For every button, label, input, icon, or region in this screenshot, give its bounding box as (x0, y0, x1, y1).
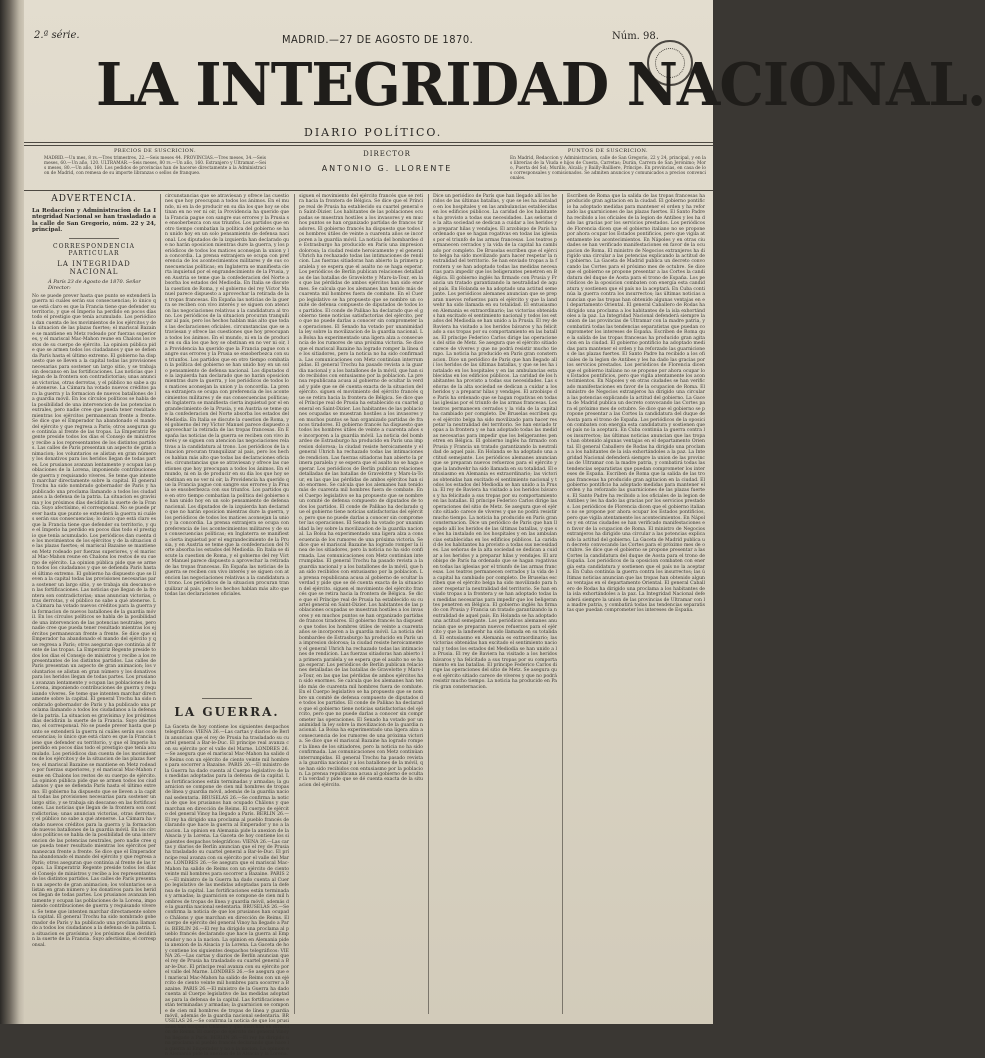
la-guerra-heading: LA GUERRA. (174, 705, 280, 719)
correspondence-subheading: LA INTEGRIDAD NACIONAL (57, 259, 131, 276)
subscription-points-heading: PUNTOS DE SUSCRICION. (567, 148, 649, 154)
edition-series: 2.ª série. (34, 30, 80, 41)
column-2-text: circunstancias que se atraviesan y ofrece las cuestiones que hoy preocupan a todos los ánimos. En el mundo, ni en la de producir en su dia los que hoy se obstinan en no ver ni oir, la Providencia ha querido que la Francia pague con sangre sus errores y la Prusia se ensoberbezca con sus triunfos. Los partidos que en otro tiempo combatían la política del gobierno se han unido hoy en un solo pensamiento de defensa nacional. Los diputados de la izquierda han declarado que no harán oposicion mientras dure la guerra, y los periódicos de todos los matices aconsejan la union y la concordia. La prensa extranjera se ocupa con preferencia de los acontecimientos militares y de sus consecuencias políticas; en Inglaterra se manifiesta cierta inquietud por el engrandecimiento de la Prusia, y en Austria se teme que la confederacion del Norte absorba los estados del Mediodía. En Italia se discute la cuestion de Roma, y el gobierno del rey Víctor Manuel parece dispuesto a aprovechar la retirada de las tropas francesas. En España las noticias de la guerra se reciben con vivo interés y se siguen con atencion las negociaciones relativas a la candidatura al trono. Los periódicos de la situacion procuran tranquilizar al país, pero los hechos hablan más alto que todas las declaraciones oficiales. circunstancias que se atraviesan y ofrece las cuestiones que hoy preocupan a todos los ánimos. En el mundo, ni en la de producir en su dia los que hoy se obstinan en no ver ni oir, la Providencia ha querido que la Francia pague con sangre sus errores y la Prusia se ensoberbezca con sus triunfos. Los partidos que en otro tiempo combatían la política del gobierno se han unido hoy en un solo pensamiento de defensa nacional. Los diputados de la izquierda han declarado que no harán oposicion mientras dure la guerra, y los periódicos de todos los matices aconsejan la union y la concordia. La prensa extranjera se ocupa con preferencia de los acontecimientos militares y de sus consecuencias políticas; en Inglaterra se manifiesta cierta inquietud por el engrandecimiento de la Prusia, y en Austria se teme que la confederacion del Norte absorba los estados del Mediodía. En Italia se discute la cuestion de Roma, y el gobierno del rey Víctor Manuel parece dispuesto a aprovechar la retirada de las tropas francesas. En España las noticias de la guerra se reciben con vivo interés y se siguen con atencion las negociaciones relativas a la candidatura al trono. Los periódicos de la situacion procuran tranquilizar al país, pero los hechos hablan más alto que todas las declaraciones oficiales. circunstancias que se atraviesan y ofrece las cuestiones que hoy preocupan a todos los ánimos. En el mundo, ni en la de producir en su dia los que hoy se obstinan en no ver ni oir, la Providencia ha querido que la Francia pague con sangre sus errores y la Prusia se ensoberbezca con sus triunfos. Los partidos que en otro tiempo combatían la política del gobierno se han unido hoy en un solo pensamiento de defensa nacional. Los diputados de la izquierda han declarado que no harán oposicion mientras dure la guerra, y los periódicos de todos los matices aconsejan la union y la concordia. La prensa extranjera se ocupa con preferencia de los acontecimientos militares y de sus consecuencias políticas; en Inglaterra se manifiesta cierta inquietud por el engrandecimiento de la Prusia, y en Austria se teme que la confederacion del Norte absorba los estados del Mediodía. En Italia se discute la cuestion de Roma, y el gobierno del rey Víctor Manuel parece dispuesto a aprovechar la retirada de las tropas francesas. En España las noticias de la guerra se reciben con vivo interés y se siguen con atencion las negociaciones relativas a la candidatura al trono. Los periódicos de la situacion procuran tranquilizar al país, pero los hechos hablan más alto que todas las declaraciones oficiales. (165, 194, 289, 598)
newspaper-title: LA INTEGRIDAD NACIONAL. (96, 50, 985, 120)
director-label: DIRECTOR (363, 150, 411, 158)
column-3 (299, 194, 423, 1014)
columns-top-rule (24, 190, 713, 191)
newspaper-subtitle: DIARIO POLÍTICO. (304, 126, 443, 139)
advertencia-text: La Redaccion y Administracion de La Integridad Nacional se han trasladado a la calle de San Gregorio, núm. 22 y 24, principal. (32, 208, 156, 234)
column-2 (165, 194, 289, 1058)
dateline: MADRID.—27 DE AGOSTO DE 1870. (282, 33, 474, 46)
subscription-prices-block (44, 148, 266, 188)
issue-number: Núm. 98. (612, 31, 659, 42)
facing-page-edge (8, 95, 22, 1015)
subscription-points-block (510, 148, 706, 188)
header-rule (24, 142, 713, 143)
la-guerra-text: La Gaceta de hoy contiene los siguientes despachos telegráficos: VIENA 26.—Las cartas y diarios de Berlín anuncian que el rey de Prusia ha trasladado su cuartel general a Bar-le-Duc. El príncipe real avanza con su ejército por el valle del Marne. LONDRES 26.—Se asegura que el mariscal Mac-Mahon ha salido de Reims con un ejército de ciento veinte mil hombres para socorrer a Bazaine. PARIS 26.—El ministro de la Guerra ha dado cuenta al Cuerpo legislativo de las medidas adoptadas para la defensa de la capital. Las fortificaciones están terminadas y armadas; la guarnicion se compone de cien mil hombres de tropas de línea y guardia móvil, además de la guardia nacional sedentaria. BRUSELAS 26.—Se confirma la noticia de que los prusianos han ocupado Châlons y que marchan en dirección de Reims. El cuerpo de ejército del general Vinoy ha llegado a París. BERLIN 26.—El rey ha dirigido una proclama al pueblo francés declarando que hace la guerra al Emperador y no a la nacion. La opinion en Alemania pide la anexion de la Alsacia y la Lorena. La Gaceta de hoy contiene los siguientes despachos telegráficos: VIENA 26.—Las cartas y diarios de Berlín anuncian que el rey de Prusia ha trasladado su cuartel general a Bar-le-Duc. El príncipe real avanza con su ejército por el valle del Marne. LONDRES 26.—Se asegura que el mariscal Mac-Mahon ha salido de Reims con un ejército de ciento veinte mil hombres para socorrer a Bazaine. PARIS 26.—El ministro de la Guerra ha dado cuenta al Cuerpo legislativo de las medidas adoptadas para la defensa de la capital. Las fortificaciones están terminadas y armadas; la guarnicion se compone de cien mil hombres de tropas de línea y guardia móvil, además de la guardia nacional sedentaria. BRUSELAS 26.—Se confirma la noticia de que los prusianos han ocupado Châlons y que marchan en dirección de Reims. El cuerpo de ejército del general Vinoy ha llegado a París. BERLIN 26.—El rey ha dirigido una proclama al pueblo francés declarando que hace la guerra al Emperador y no a la nacion. La opinion en Alemania pide la anexion de la Alsacia y la Lorena. La Gaceta de hoy contiene los siguientes despachos telegráficos: VIENA 26.—Las cartas y diarios de Berlín anuncian que el rey de Prusia ha trasladado su cuartel general a Bar-le-Duc. El príncipe real avanza con su ejército por el valle del Marne. LONDRES 26.—Se asegura que el mariscal Mac-Mahon ha salido de Reims con un ejército de ciento veinte mil hombres para socorrer a Bazaine. PARIS 26.—El ministro de la Guerra ha dado cuenta al Cuerpo legislativo de las medidas adoptadas para la defensa de la capital. Las fortificaciones están terminadas y armadas; la guarnicion se compone de cien mil hombres de tropas de línea y guardia móvil, además de la guardia nacional sedentaria. BRUSELAS 26.—Se confirma la noticia de que los prusianos han ocupado Châlons y que marchan en dirección de Reims. El cuerpo de ejército del general Vinoy ha llegado a París. BERLIN 26.—El rey ha dirigido una proclama al pueblo francés declarando que hace la guerra al Emperador y no a la nacion. La opinion en Alemania pide la anexion de la Alsacia y la Lorena. (165, 725, 289, 1058)
correspondence-dateline: Á París 23 de Agosto de 1870. Señor Director: (48, 278, 141, 291)
column-4-text: Dice un periódico de París que han llegado allí los heridos de las últimas batallas, y que se les ha instalado en los hospitales y en las ambulancias establecidas en los edificios públicos. La caridad de los habitantes ha provisto a todas sus necesidades. Las señoras de la alta sociedad se dedican a cuidar a los heridos y a preparar hilas y vendajes. El arzobispo de París ha ordenado que se hagan rogativas en todas las iglesias por el triunfo de las armas francesas. Los teatros permanecen cerrados y la vida de la capital ha cambiado por completo. De Bruselas escriben que el ejército belga ha sido movilizado para hacer respetar la neutralidad del territorio. Se han enviado tropas a la frontera y se han adoptado todas las medidas necesarias para impedir que los beligerantes penetren en Bélgica. El gobierno inglés ha firmado con Prusia y Francia un tratado garantizando la neutralidad de aquel país. En Holanda se ha adoptado una actitud semejante. Los periódicos alemanes anuncian que se preparan nuevos refuerzos para el ejército y que la landwehr ha sido llamada en su totalidad. El entusiasmo en Alemania es extraordinario; las victorias obtenidas han excitado el sentimiento nacional y todos los estados del Mediodía se han unido a la Prusia. El rey de Baviera ha visitado a los heridos bávaros y ha felicitado a sus tropas por su comportamiento en las batallas. El príncipe Federico Carlos dirige las operaciones del sitio de Metz. Se asegura que el ejército sitiado carece de víveres y que no podrá resistir mucho tiempo. La noticia ha producido en París gran consternacion. Dice un periódico de París que han llegado allí los heridos de las últimas batallas, y que se les ha instalado en los hospitales y en las ambulancias establecidas en los edificios públicos. La caridad de los habitantes ha provisto a todas sus necesidades. Las señoras de la alta sociedad se dedican a cuidar a los heridos y a preparar hilas y vendajes. El arzobispo de París ha ordenado que se hagan rogativas en todas las iglesias por el triunfo de las armas francesas. Los teatros permanecen cerrados y la vida de la capital ha cambiado por completo. De Bruselas escriben que el ejército belga ha sido movilizado para hacer respetar la neutralidad del territorio. Se han enviado tropas a la frontera y se han adoptado todas las medidas necesarias para impedir que los beligerantes penetren en Bélgica. El gobierno inglés ha firmado con Prusia y Francia un tratado garantizando la neutralidad de aquel país. En Holanda se ha adoptado una actitud semejante. Los periódicos alemanes anuncian que se preparan nuevos refuerzos para el ejército y que la landwehr ha sido llamada en su totalidad. El entusiasmo en Alemania es extraordinario; las victorias obtenidas han excitado el sentimiento nacional y todos los estados del Mediodía se han unido a la Prusia. El rey de Baviera ha visitado a los heridos bávaros y ha felicitado a sus tropas por su comportamiento en las batallas. El príncipe Federico Carlos dirige las operaciones del sitio de Metz. Se asegura que el ejército sitiado carece de víveres y que no podrá resistir mucho tiempo. La noticia ha producido en París gran consternacion. Dice un periódico de París que han llegado allí los heridos de las últimas batallas, y que se les ha instalado en los hospitales y en las ambulancias establecidas en los edificios públicos. La caridad de los habitantes ha provisto a todas sus necesidades. Las señoras de la alta sociedad se dedican a cuidar a los heridos y a preparar hilas y vendajes. El arzobispo de París ha ordenado que se hagan rogativas en todas las iglesias por el triunfo de las armas francesas. Los teatros permanecen cerrados y la vida de la capital ha cambiado por completo. De Bruselas escriben que el ejército belga ha sido movilizado para hacer respetar la neutralidad del territorio. Se han enviado tropas a la frontera y se han adoptado todas las medidas necesarias para impedir que los beligerantes penetren en Bélgica. El gobierno inglés ha firmado con Prusia y Francia un tratado garantizando la neutralidad de aquel país. En Holanda se ha adoptado una actitud semejante. Los periódicos alemanes anuncian que se preparan nuevos refuerzos para el ejército y que la landwehr ha sido llamada en su totalidad. El entusiasmo en Alemania es extraordinario; las victorias obtenidas han excitado el sentimiento nacional y todos los estados del Mediodía se han unido a la Prusia. El rey de Baviera ha visitado a los heridos bávaros y ha felicitado a sus tropas por su comportamiento en las batallas. El príncipe Federico Carlos dirige las operaciones del sitio de Metz. Se asegura que el ejército sitiado carece de víveres y que no podrá resistir mucho tiempo. La noticia ha producido en París gran consternacion. (433, 194, 558, 690)
correspondence-heading: CORRESPONDENCIA PARTICULAR (53, 242, 135, 257)
director-block (274, 150, 500, 173)
column-5-text: Escriben de Roma que la salida de las tropas francesas ha producido gran agitacion en la ciudad. El gobierno pontificio ha adoptado medidas para mantener el orden y ha reforzado las guarniciones de las plazas fuertes. El Santo Padre ha recibido a los oficiales de la legion de Antibes y les ha dado las gracias por los servicios prestados. Los periódicos de Florencia dicen que el gobierno italiano no se propone por ahora ocupar los Estados pontificios, pero que vigila atentamente los acontecimientos. En Nápoles y en otras ciudades se han verificado manifestaciones en favor de la ocupacion de Roma. El ministro de Negocios extranjeros ha dirigido una circular a las potencias explicando la actitud del gobierno. La Gaceta de Madrid publica un decreto convocando las Cortes para el próximo mes de octubre. Se dice que el gobierno se propone presentar a las Cortes la candidatura del duque de Aosta para el trono de España. Los periódicos de la oposicion combaten con energía esta candidatura y sostienen que el país no la aceptará. En Cuba continúa la guerra contra los insurrectos; las últimas noticias anuncian que las tropas han obtenido algunas ventajas en el departamento Oriental. El general Caballero de Rodas ha dirigido una proclama a los habitantes de la isla exhortándoles a la paz. La Integridad Nacional defenderá siempre la union de las provincias de Ultramar con la madre patria, y combatirá todas las tendencias separatistas que puedan comprometer los intereses de España. Escriben de Roma que la salida de las tropas francesas ha producido gran agitacion en la ciudad. El gobierno pontificio ha adoptado medidas para mantener el orden y ha reforzado las guarniciones de las plazas fuertes. El Santo Padre ha recibido a los oficiales de la legion de Antibes y les ha dado las gracias por los servicios prestados. Los periódicos de Florencia dicen que el gobierno italiano no se propone por ahora ocupar los Estados pontificios, pero que vigila atentamente los acontecimientos. En Nápoles y en otras ciudades se han verificado manifestaciones en favor de la ocupacion de Roma. El ministro de Negocios extranjeros ha dirigido una circular a las potencias explicando la actitud del gobierno. La Gaceta de Madrid publica un decreto convocando las Cortes para el próximo mes de octubre. Se dice que el gobierno se propone presentar a las Cortes la candidatura del duque de Aosta para el trono de España. Los periódicos de la oposicion combaten con energía esta candidatura y sostienen que el país no la aceptará. En Cuba continúa la guerra contra los insurrectos; las últimas noticias anuncian que las tropas han obtenido algunas ventajas en el departamento Oriental. El general Caballero de Rodas ha dirigido una proclama a los habitantes de la isla exhortándoles a la paz. La Integridad Nacional defenderá siempre la union de las provincias de Ultramar con la madre patria, y combatirá todas las tendencias separatistas que puedan comprometer los intereses de España. Escriben de Roma que la salida de las tropas francesas ha producido gran agitacion en la ciudad. El gobierno pontificio ha adoptado medidas para mantener el orden y ha reforzado las guarniciones de las plazas fuertes. El Santo Padre ha recibido a los oficiales de la legion de Antibes y les ha dado las gracias por los servicios prestados. Los periódicos de Florencia dicen que el gobierno italiano no se propone por ahora ocupar los Estados pontificios, pero que vigila atentamente los acontecimientos. En Nápoles y en otras ciudades se han verificado manifestaciones en favor de la ocupacion de Roma. El ministro de Negocios extranjeros ha dirigido una circular a las potencias explicando la actitud del gobierno. La Gaceta de Madrid publica un decreto convocando las Cortes para el próximo mes de octubre. Se dice que el gobierno se propone presentar a las Cortes la candidatura del duque de Aosta para el trono de España. Los periódicos de la oposicion combaten con energía esta candidatura y sostienen que el país no la aceptará. En Cuba continúa la guerra contra los insurrectos; las últimas noticias anuncian que las tropas han obtenido algunas ventajas en el departamento Oriental. El general Caballero de Rodas ha dirigido una proclama a los habitantes de la isla exhortándoles a la paz. La Integridad Nacional defenderá siempre la union de las provincias de Ultramar con la madre patria, y combatirá todas las tendencias separatistas que puedan comprometer los intereses de España. (567, 194, 705, 614)
subscription-prices-heading: PRECIOS DE SUSCRICION. (113, 148, 197, 154)
column-4 (433, 194, 557, 1014)
header-rule-double (24, 145, 713, 146)
subscription-prices-text: MADRID.—Un mes, 8 rs.—Tres trimestres, 22.—Seis meses 44. PROVINCIAS.—Tres meses, 34.—Seis meses, 60.—Un año, 120. ULTRAMAR.—Seis meses, 80 rs.—Un año, 160. Estranjero y Ultramar.—Seis meses, 80.—Un año, 160. Los pedidos de provincias han de hacerse directamente a la Administracion de Madrid, con remesa de su importe libranzas o sellos de franqueo. (44, 156, 266, 176)
advertencia-heading: ADVERTENCIA. (51, 194, 137, 204)
newspaper-page (24, 0, 985, 1058)
column-5 (567, 194, 705, 1014)
director-name: ANTONIO G. LLORENTE (321, 164, 453, 173)
column-1 (32, 194, 156, 1014)
subscription-points-text: En Madrid, Redaccion y Administracion, calle de San Gregorio, 22 y 24, principal, y en las librerías de la Viuda e hijos de Cuesta, Carretas; Durán, Carrera de San Jerónimo; Moro, Puerta del Sol; Murillo, Alcalá; y Bailly-Bailliere, Príncipe. En provincias, en casa de los corresponsales y comisionados. Se admiten anuncios y comunicados a precios convencionales. (510, 156, 706, 181)
column-1-text: No se puede prever hasta que punto se extenderá la guerra ni cuáles serán sus consecuencias; lo único que está claro es que la Francia tiene que defender su territorio, y que el Imperio ha perdido en pocos días todo el prestigio que tenía acumulado. Los periódicos dan cuenta de los movimientos de los ejércitos y de la situacion de las plazas fuertes; el mariscal Bazaine se mantiene en Metz rodeado por fuerzas superiores, y el mariscal Mac-Mahon reune en Chalons los restos de su cuerpo de ejército. La opinion pública pide que se armen todos los ciudadanos y que se defienda París hasta el último extremo. El gobierno ha dispuesto que se lleven a la capital todas las provisiones necesarias para sostener un largo sitio, y se trabaja sin descanso en las fortificaciones. Las noticias que llegan de la frontera son contradictorias; unas anuncian victorias, otras derrotas, y el público no sabe a qué atenerse. La Cámara ha votado nuevos créditos para la guerra y la formacion de nuevos batallones de la guardia móvil. En los círculos políticos se habla de la posibilidad de una intervencion de las potencias neutrales, pero nadie cree que pueda tener resultado mientras los ejércitos permanezcan frente a frente. Se dice que el Emperador ha abandonado el mando del ejército y que regresa a París; otros aseguran que continúa al frente de las tropas. La Emperatriz Regente preside todos los días el Consejo de ministros y recibe a los representantes de los distintos partidos. Las calles de París presentan un aspecto de gran animacion; los voluntarios se alistan en gran número y los donativos para los heridos llegan de todas partes. Los prusianos avanzan lentamente y ocupan las poblaciones de la Lorena, imponiendo contribuciones de guerra y requisando víveres. Se teme que intenten marchar directamente sobre la capital. El general Trochu ha sido nombrado gobernador de París y ha publicado una proclama llamando a todos los ciudadanos a la defensa de la patria. La situacion es gravísima y los próximos días decidirán la suerte de la Francia. Suyo afectísimo, el corresponsal. No se puede prever hasta que punto se extenderá la guerra ni cuáles serán sus consecuencias; lo único que está claro es que la Francia tiene que defender su territorio, y que el Imperio ha perdido en pocos días todo el prestigio que tenía acumulado. Los periódicos dan cuenta de los movimientos de los ejércitos y de la situacion de las plazas fuertes; el mariscal Bazaine se mantiene en Metz rodeado por fuerzas superiores, y el mariscal Mac-Mahon reune en Chalons los restos de su cuerpo de ejército. La opinion pública pide que se armen todos los ciudadanos y que se defienda París hasta el último extremo. El gobierno ha dispuesto que se lleven a la capital todas las provisiones necesarias para sostener un largo sitio, y se trabaja sin descanso en las fortificaciones. Las noticias que llegan de la frontera son contradictorias; unas anuncian victorias, otras derrotas, y el público no sabe a qué atenerse. La Cámara ha votado nuevos créditos para la guerra y la formacion de nuevos batallones de la guardia móvil. En los círculos políticos se habla de la posibilidad de una intervencion de las potencias neutrales, pero nadie cree que pueda tener resultado mientras los ejércitos permanezcan frente a frente. Se dice que el Emperador ha abandonado el mando del ejército y que regresa a París; otros aseguran que continúa al frente de las tropas. La Emperatriz Regente preside todos los días el Consejo de ministros y recibe a los representantes de los distintos partidos. Las calles de París presentan un aspecto de gran animacion; los voluntarios se alistan en gran número y los donativos para los heridos llegan de todas partes. Los prusianos avanzan lentamente y ocupan las poblaciones de la Lorena, imponiendo contribuciones de guerra y requisando víveres. Se teme que intenten marchar directamente sobre la capital. El general Trochu ha sido nombrado gobernador de París y ha publicado una proclama llamando a todos los ciudadanos a la defensa de la patria. La situacion es gravísima y los próximos días decidirán la suerte de la Francia. Suyo afectísimo, el corresponsal. No se puede prever hasta que punto se extenderá la guerra ni cuáles serán sus consecuencias; lo único que está claro es que la Francia tiene que defender su territorio, y que el Imperio ha perdido en pocos días todo el prestigio que tenía acumulado. Los periódicos dan cuenta de los movimientos de los ejércitos y de la situacion de las plazas fuertes; el mariscal Bazaine se mantiene en Metz rodeado por fuerzas superiores, y el mariscal Mac-Mahon reune en Chalons los restos de su cuerpo de ejército. La opinion pública pide que se armen todos los ciudadanos y que se defienda París hasta el último extremo. El gobierno ha dispuesto que se lleven a la capital todas las provisiones necesarias para sostener un largo sitio, y se trabaja sin descanso en las fortificaciones. Las noticias que llegan de la frontera son contradictorias; unas anuncian victorias, otras derrotas, y el público no sabe a qué atenerse. La Cámara ha votado nuevos créditos para la guerra y la formacion de nuevos batallones de la guardia móvil. En los círculos políticos se habla de la posibilidad de una intervencion de las potencias neutrales, pero nadie cree que pueda tener resultado mientras los ejércitos permanezcan frente a frente. Se dice que el Emperador ha abandonado el mando del ejército y que regresa a París; otros aseguran que continúa al frente de las tropas. La Emperatriz Regente preside todos los días el Consejo de ministros y recibe a los representantes de los distintos partidos. Las calles de París presentan un aspecto de gran animacion; los voluntarios se alistan en gran número y los donativos para los heridos llegan de todas partes. Los prusianos avanzan lentamente y ocupan las poblaciones de la Lorena, imponiendo contribuciones de guerra y requisando víveres. Se teme que intenten marchar directamente sobre la capital. El general Trochu ha sido nombrado gobernador de París y ha publicado una proclama llamando a todos los ciudadanos a la defensa de la patria. La situacion es gravísima y los próximos días decidirán la suerte de la Francia. Suyo afectísimo, el corresponsal. (32, 293, 156, 948)
column-3-text: siguen el movimiento del ejército francés que se retira hacia la frontera de Bélgica. Se dice que el Príncipe real de Prusia ha establecido su cuartel general en Saint-Dizier. Los habitantes de las poblaciones ocupadas se muestran hostiles a los invasores y en muchos puntos se han organizado partidas de francos tiradores. El gobierno francés ha dispuesto que todos los hombres útiles de veinte a cuarenta años se incorporen a la guardia móvil. La noticia del bombardeo de Estrasburgo ha producido en París una impresion dolorosa; la ciudad resiste heroicamente y el general Uhrich ha rechazado todas las intimaciones de rendicion. Las fuerzas sitiadoras han abierto la primera paralela y se espera que el asalto no se haga esperar. Los periódicos de Berlín publican relaciones detalladas de las batallas de Gravelotte y Mars-la-Tour, en las que las pérdidas de ambos ejércitos han sido enormes. Se calcula que los alemanes han tenido más de cuarenta mil hombres fuera de combate. En el Cuerpo legislativo se ha propuesto que se nombre un comité de defensa compuesto de diputados de todos los partidos. El conde de Palikao ha declarado que el gobierno tiene noticias satisfactorias del ejército, pero que no puede darlas a conocer sin comprometer las operaciones. El Senado ha votado por unanimidad la ley sobre la movilizacion de la guardia nacional. La Bolsa ha experimentado una ligera alza a consecuencia de los rumores de una próxima victoria. Se dice que el mariscal Bazaine ha logrado romper la línea de los sitiadores, pero la noticia no ha sido confirmada. Las comunicaciones con Metz continúan interrumpidas. El general Trochu ha pasado revista a la guardia nacional y a los batallones de la móvil, que han sido recibidos con entusiasmo por la poblacion. La prensa republicana acusa al gobierno de ocultar la verdad y pide que se dé cuenta exacta de la situacion del ejército. siguen el movimiento del ejército francés que se retira hacia la frontera de Bélgica. Se dice que el Príncipe real de Prusia ha establecido su cuartel general en Saint-Dizier. Los habitantes de las poblaciones ocupadas se muestran hostiles a los invasores y en muchos puntos se han organizado partidas de francos tiradores. El gobierno francés ha dispuesto que todos los hombres útiles de veinte a cuarenta años se incorporen a la guardia móvil. La noticia del bombardeo de Estrasburgo ha producido en París una impresion dolorosa; la ciudad resiste heroicamente y el general Uhrich ha rechazado todas las intimaciones de rendicion. Las fuerzas sitiadoras han abierto la primera paralela y se espera que el asalto no se haga esperar. Los periódicos de Berlín publican relaciones detalladas de las batallas de Gravelotte y Mars-la-Tour, en las que las pérdidas de ambos ejércitos han sido enormes. Se calcula que los alemanes han tenido más de cuarenta mil hombres fuera de combate. En el Cuerpo legislativo se ha propuesto que se nombre un comité de defensa compuesto de diputados de todos los partidos. El conde de Palikao ha declarado que el gobierno tiene noticias satisfactorias del ejército, pero que no puede darlas a conocer sin comprometer las operaciones. El Senado ha votado por unanimidad la ley sobre la movilizacion de la guardia nacional. La Bolsa ha experimentado una ligera alza a consecuencia de los rumores de una próxima victoria. Se dice que el mariscal Bazaine ha logrado romper la línea de los sitiadores, pero la noticia no ha sido confirmada. Las comunicaciones con Metz continúan interrumpidas. El general Trochu ha pasado revista a la guardia nacional y a los batallones de la móvil, que han sido recibidos con entusiasmo por la poblacion. La prensa republicana acusa al gobierno de ocultar la verdad y pide que se dé cuenta exacta de la situacion del ejército. siguen el movimiento del ejército francés que se retira hacia la frontera de Bélgica. Se dice que el Príncipe real de Prusia ha establecido su cuartel general en Saint-Dizier. Los habitantes de las poblaciones ocupadas se muestran hostiles a los invasores y en muchos puntos se han organizado partidas de francos tiradores. El gobierno francés ha dispuesto que todos los hombres útiles de veinte a cuarenta años se incorporen a la guardia móvil. La noticia del bombardeo de Estrasburgo ha producido en París una impresion dolorosa; la ciudad resiste heroicamente y el general Uhrich ha rechazado todas las intimaciones de rendicion. Las fuerzas sitiadoras han abierto la primera paralela y se espera que el asalto no se haga esperar. Los periódicos de Berlín publican relaciones detalladas de las batallas de Gravelotte y Mars-la-Tour, en las que las pérdidas de ambos ejércitos han sido enormes. Se calcula que los alemanes han tenido más de cuarenta mil hombres fuera de combate. En el Cuerpo legislativo se ha propuesto que se nombre un comité de defensa compuesto de diputados de todos los partidos. El conde de Palikao ha declarado que el gobierno tiene noticias satisfactorias del ejército, pero que no puede darlas a conocer sin comprometer las operaciones. El Senado ha votado por unanimidad la ley sobre la movilizacion de la guardia nacional. La Bolsa ha experimentado una ligera alza a consecuencia de los rumores de una próxima victoria. Se dice que el mariscal Bazaine ha logrado romper la línea de los sitiadores, pero la noticia no ha sido confirmada. Las comunicaciones con Metz continúan interrumpidas. El general Trochu ha pasado revista a la guardia nacional y a los batallones de la móvil, que han sido recibidos con entusiasmo por la poblacion. La prensa republicana acusa al gobierno de ocultar la verdad y pide que se dé cuenta exacta de la situacion del ejército. (299, 194, 423, 788)
